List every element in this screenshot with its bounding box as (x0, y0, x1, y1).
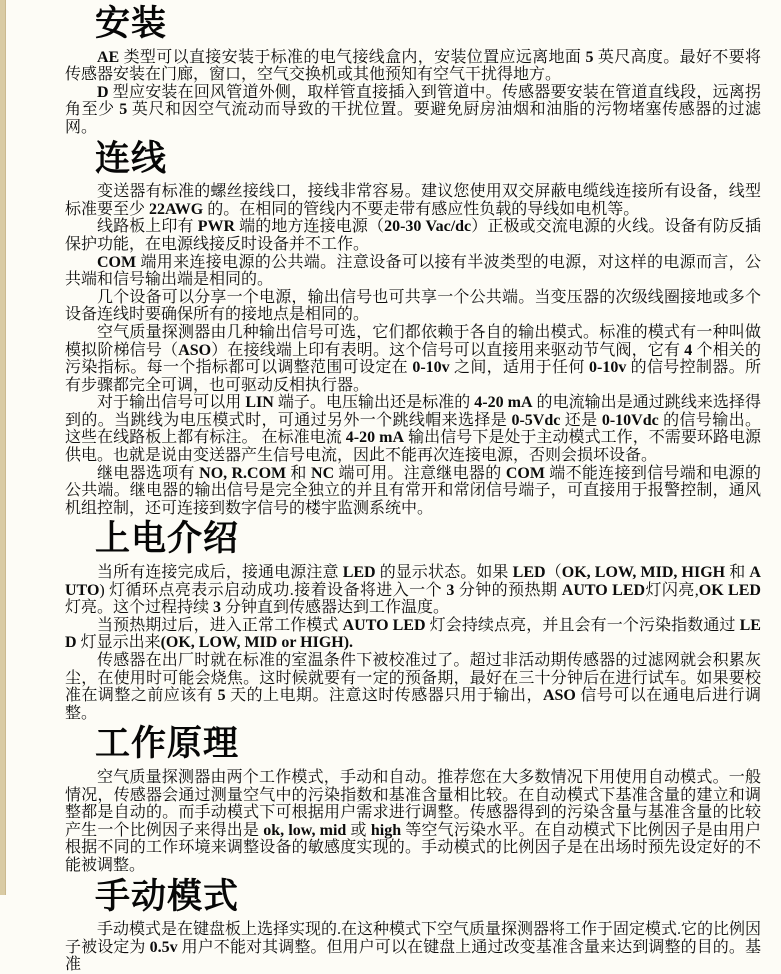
bold-text-run: ASO (178, 341, 212, 359)
bold-text-run: high (370, 821, 402, 839)
text-run: 个相关的污染指标。每一个指标都可以调整范围可设定在 (65, 341, 761, 377)
text-run: 的信号输出。这些在线路板上都有标注。 在标准电流 (65, 411, 761, 447)
paragraph-installation-1 (65, 84, 761, 137)
bold-text-run: 3 (446, 581, 455, 599)
text-run: 的电流输出是通过跳线来选择得到的。当跳线为电压模式时，可通过另外一个跳线帽来选择是 (65, 394, 761, 429)
text-run: 变送器有标准的螺丝接线口，接线非常容易。建议您使用双交屏蔽电缆线连接所有设备，线型标准要至少 (65, 183, 761, 218)
text-run: 几个设备可以分享一个电源，输出信号也可共享一个公共端。当变压器的次级线圈接地或多个设备连线时要确保所有的接地点是相同的。 (65, 288, 761, 324)
text-run: 分钟的预热期 (454, 581, 562, 599)
text-run: 空气质量探测器由几种输出信号可选，它们都依赖于各自的输出模式。标准的模式有一种叫做模拟阶梯信号（ (65, 323, 761, 359)
paragraph-installation-0 (65, 49, 761, 84)
bold-text-run: NC (311, 464, 335, 482)
bold-text-run: ok, low, mid (263, 821, 347, 839)
text-run: 英尺和因空气流动而导致的干扰位置。要避免厨房油烟和油脂的污物堵塞传感器的过滤网。 (65, 101, 761, 136)
paragraph-power-on-introduction-1 (65, 617, 761, 652)
text-run: 分钟直到传感器达到工作温度。 (221, 599, 450, 617)
bold-text-run: (OK, LOW, MID or HIGH). (160, 634, 354, 652)
text-run: 天的上电期。注意这时传感器只用于输出， (225, 687, 543, 705)
paragraph-wiring-0 (65, 183, 761, 218)
text-run: ）正极或交流电源的火线。设备有防反插保护功能，在电源线接反时设备并不工作。 (65, 218, 761, 253)
bold-text-run: D (97, 83, 109, 101)
text-run: 和 (286, 464, 312, 482)
text-run: 信号可以在通电后进行调整。 (65, 687, 761, 722)
bold-text-run: 4 (684, 341, 693, 359)
bold-text-run: 4-20 mA (345, 429, 405, 447)
bold-text-run: 20-30 Vac/dc (384, 218, 472, 236)
text-run: ) 灯循环点亮表示启动成功.接着设备将进入一个 (99, 581, 447, 599)
paragraph-power-on-introduction-2 (65, 652, 761, 722)
text-run: 和 (725, 564, 750, 582)
text-run: 还是 (560, 411, 602, 429)
bold-text-run: AUTO LED (561, 581, 646, 599)
bold-text-run: LED (512, 564, 546, 582)
bold-text-run: PWR (197, 218, 236, 236)
bold-text-run: 0-10v (412, 359, 450, 377)
bold-text-run: 5 (585, 48, 594, 66)
bold-text-run: 5 (119, 101, 128, 119)
text-run: 手动模式是在键盘板上选择实现的.在这种模式下空气质量探测器将工作于固定模式.它的比例因子被设定为 (65, 921, 762, 956)
text-run: 英尺高度。最好不要将传感器安装在门廊，窗口，空气交换机或其他预知有空气干扰得地方。 (65, 48, 761, 84)
bold-text-run: AUTO LED (342, 616, 426, 634)
text-run: 用户不能对其调整。但用户可以在键盘上通过改变基准含量来达到调整的目的。基准 (65, 938, 761, 974)
bold-text-run: 22AWG (149, 200, 204, 218)
bold-text-run: OK, LOW, MID, HIGH (561, 564, 726, 582)
text-run: 端的地方连接电源（ (235, 218, 385, 236)
text-run: 灯闪亮, (645, 581, 699, 599)
text-run: 灯亮。这个过程持续 (65, 599, 214, 617)
bold-text-run: OK LED (698, 581, 761, 599)
section-heading-power-on-introduction: 上电介绍 (95, 519, 240, 559)
bold-text-run: 4-20 mA (474, 394, 533, 412)
bold-text-run: LED (342, 564, 376, 582)
text-run: 输出信号下是处于主动模式工作，不需要环路电源供电。也就是说由变送器产生信号电流，因此不能再次连接电源，否则会损坏设备。 (65, 429, 761, 465)
section-heading-wiring: 连线 (95, 138, 168, 178)
bold-text-run: LIN (245, 394, 274, 412)
text-run: 型应安装在回风管道外侧，取样管直接插入到管道中。传感器要安装在管道直线段，远离拐角至少 (65, 83, 761, 119)
text-run: 的信号控制器。所有步骤都完全可调，也可驱动反相执行器。 (65, 359, 761, 394)
text-run: 当所有连接完成后，接通电源注意 (97, 564, 343, 582)
paragraph-power-on-introduction-0 (65, 564, 761, 617)
paragraph-wiring-5 (65, 394, 761, 464)
text-run: 的。在相同的管线内不要走带有感应性负载的导线如电机等。 (203, 200, 640, 218)
text-run: ）在接线端上印有表明。这个信号可以直接用来驱动节气阀，它有 (211, 341, 685, 359)
bold-text-run: AE (97, 48, 120, 66)
text-run: 或 (346, 821, 371, 839)
paragraph-wiring-6 (65, 465, 761, 518)
bold-text-run: 5 (217, 687, 226, 705)
section-heading-working-principle: 工作原理 (95, 724, 240, 764)
text-run: 当预热期过后，进入正常工作模式 (97, 616, 343, 634)
section-heading-installation: 安装 (95, 4, 168, 43)
bold-text-run: LED (65, 616, 761, 652)
text-run: 继电器选项有 (97, 464, 200, 482)
page-left-border (0, 0, 6, 895)
text-run: 灯会持续点亮，并且会有一个污染指数通过 (425, 616, 740, 634)
paragraph-manual-mode-0 (65, 921, 761, 974)
text-run: 对于输出信号可以用 (97, 394, 246, 412)
paragraph-wiring-2 (65, 254, 761, 289)
text-run: 等空气污染水平。在自动模式下比例因子是由用户根据不同的工作环境来调整设备的敏感度实现的。手动模式的比例因子是在出场时预先设定好的不能被调整。 (65, 821, 761, 874)
text-run: 的显示状态。如果 (375, 564, 513, 582)
bold-text-run: 0-5Vdc (511, 411, 561, 429)
paragraph-wiring-4 (65, 324, 761, 394)
bold-text-run: NO, R.COM (199, 464, 287, 482)
section-heading-manual-mode: 手动模式 (95, 876, 240, 916)
text-run: （ (545, 564, 562, 582)
bold-text-run: COM (505, 464, 545, 482)
text-run: 类型可以直接安装于标准的电气接线盒内，安装位置应远离地面 (119, 48, 586, 66)
bold-text-run: 0-10v (588, 359, 627, 377)
text-run: 线路板上印有 (97, 218, 198, 236)
bold-text-run: COM (97, 253, 137, 271)
bold-text-run: 3 (213, 599, 222, 617)
text-run: 端不能连接到信号端和电源的公共端。继电器的输出信号是完全独立的并且有常开和常闭信号端子，可直接用于报警控制，通风机组控制，还可连接到数字信号的楼宇监测系统中。 (65, 464, 761, 517)
text-run: 端可用。注意继电器的 (334, 464, 506, 482)
paragraph-wiring-3 (65, 289, 761, 324)
text-run: 之间，适用于任何 (449, 359, 589, 377)
bold-text-run: 0.5v (149, 938, 178, 956)
bold-text-run: 0-10Vdc (601, 411, 659, 429)
paragraph-working-principle-0 (65, 769, 761, 875)
bold-text-run: AUTO (65, 564, 761, 599)
text-run: 灯显示出来 (76, 634, 161, 652)
text-run: 端子。电压输出还是标准的 (273, 394, 475, 412)
bold-text-run: ASO (542, 687, 576, 705)
text-run: 端用来连接电源的公共端。注意设备可以接有半波类型的电源，对这样的电源而言，公共端和信号输出端是相同的。 (65, 253, 761, 289)
paragraph-wiring-1 (65, 218, 761, 253)
text-run: 空气质量探测器由两个工作模式，手动和自动。推荐您在大多数情况下用使用自动模式。一般情况，传感器会通过测量空气中的污染指数和基准含量相比较。在自动模式下基准含量的建立和调整都是自动的。而手动模式下可根据用户需求进行调整。传感器得到的污染含量与基准含量的比较产生一个比例因子来得出是 (65, 768, 761, 839)
text-run: 传感器在出厂时就在标准的室温条件下被校准过了。超过非活动期传感器的过滤网就会积累灰尘，在使用时可能会烧焦。这时候就要有一定的预备期，最好在三十分钟后在进行试车。如果要校准在调整之前应该有 (65, 652, 761, 705)
